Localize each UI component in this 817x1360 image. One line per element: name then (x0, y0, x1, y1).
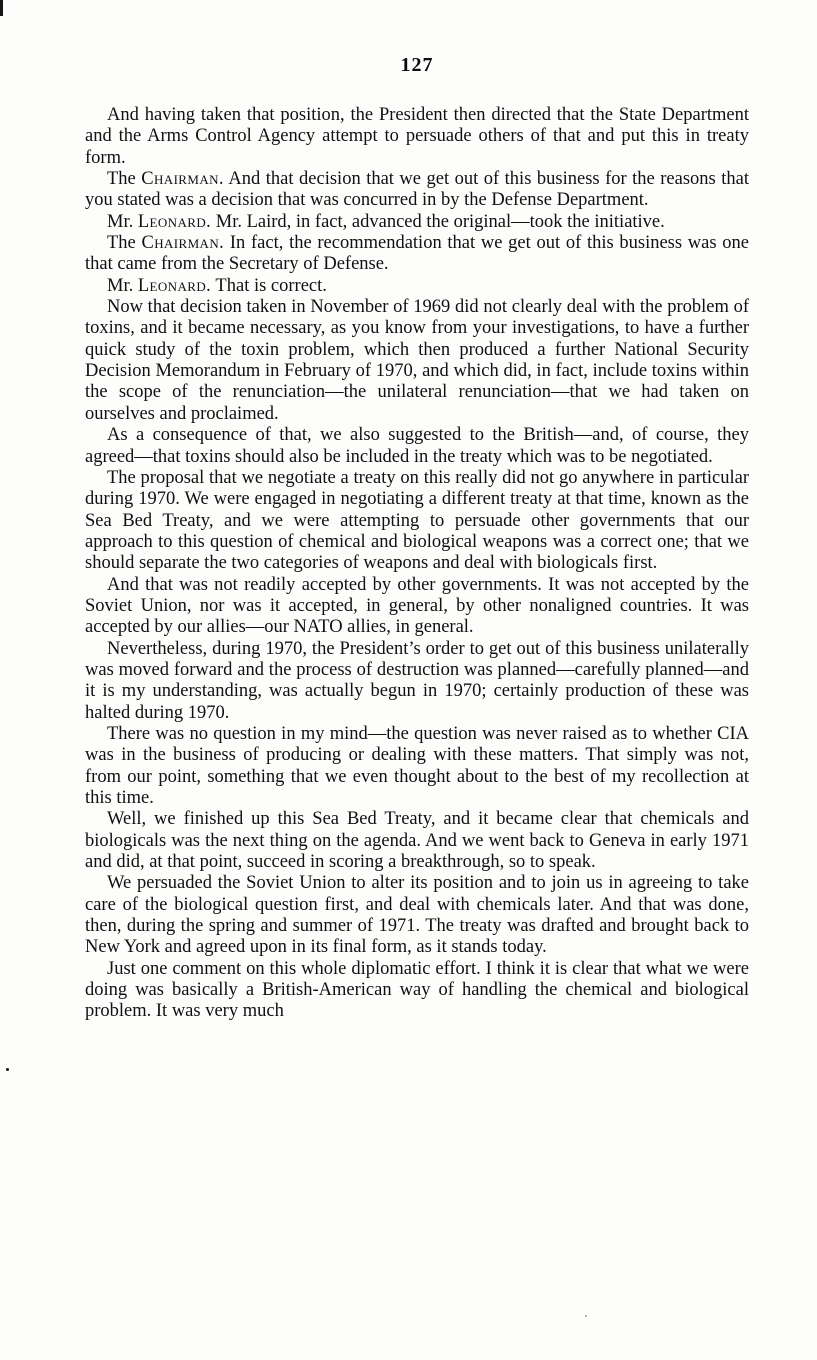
transcript-body (85, 105, 749, 1023)
paragraph: And having taken that position, the President then directed that the State Department and the Arms Control Agency attempt to persuade others of that and put this in treaty form. (85, 105, 749, 168)
paragraph: Just one comment on this whole diplomatic effort. I think it is clear that what we were doing was basically a British-American way of handling the chemical and biological problem. It was very much (85, 958, 749, 1022)
paragraph: The proposal that we negotiate a treaty on this really did not go anywhere in particular during 1970. We were engaged in negotiating a different treaty at that time, known as the Sea Bed Treaty, and we were attempting to persuade other governments that our approach to this question of chemical and biological weapons was a correct one; that we should separate the two categories of weapons and deal with biologicals first. (85, 467, 749, 574)
paragraph: There was no question in my mind—the question was never raised as to whether CIA was in the business of producing or dealing with these matters. That simply was not, from our point, something that we even thought about to the best of my recollection at this time. (85, 723, 749, 808)
scan-artifact (585, 1315, 587, 1317)
paragraph: The Chairman. And that decision that we get out of this business for the reasons that you stated was a decision that was concurred in by the Defense Department. (85, 169, 749, 211)
paragraph: Now that decision taken in November of 1969 did not clearly deal with the problem of toxins, and it became necessary, as you know from your investigations, to have a further quick study of the toxin problem, which then produced a further National Security Decision Memorandum in February of 1970, and which did, in fact, include toxins within the scope of the renunciation—the unilateral renunciation—that we had taken on ourselves and proclaimed. (85, 297, 749, 424)
paragraph: Mr. Leonard. That is correct. (107, 275, 327, 296)
scan-artifact (0, 0, 3, 15)
paragraph: We persuaded the Soviet Union to alter its position and to join us in agreeing to take care of the biological question first, and deal with chemicals later. And that was done, then, during the spring and summer of 1971. The treaty was drafted and brought back to New York and agreed upon in its final form, as it stands today. (85, 873, 749, 958)
paragraph: Mr. Leonard. Mr. Laird, in fact, advanced the original—took the initiative. (107, 211, 665, 232)
paragraph: And that was not readily accepted by other governments. It was not accepted by the Soviet Union, nor was it accepted, in general, by other nonaligned countries. It was accepted by our allies—our NATO allies, in general. (85, 574, 749, 638)
speaker-name: Mr. Leonard. (107, 275, 212, 296)
page-number: 127 (400, 54, 434, 76)
paragraph: The Chairman. In fact, the recommendation that we get out of this business was one that came from the Secretary of Defense. (85, 233, 749, 275)
paragraph: Well, we finished up this Sea Bed Treaty, and it became clear that chemicals and biologicals was the next thing on the agenda. And we went back to Geneva in early 1971 and did, at that point, succeed in scoring a breakthrough, so to speak. (85, 809, 749, 873)
paragraph: Nevertheless, during 1970, the President’s order to get out of this business unilaterally was moved forward and the process of destruction was planned—carefully planned—and it is my understanding, was actually begun in 1970; certainly production of these was halted during 1970. (85, 638, 749, 723)
scan-artifact (6, 1068, 9, 1071)
speaker-name: The Chairman. (107, 169, 224, 190)
speaker-name: Mr. Leonard. (107, 211, 212, 232)
speaker-name: The Chairman. (107, 233, 225, 254)
paragraph: As a consequence of that, we also suggested to the British—and, of course, they agreed—that toxins should also be included in the treaty which was to be negotiated. (85, 425, 749, 467)
